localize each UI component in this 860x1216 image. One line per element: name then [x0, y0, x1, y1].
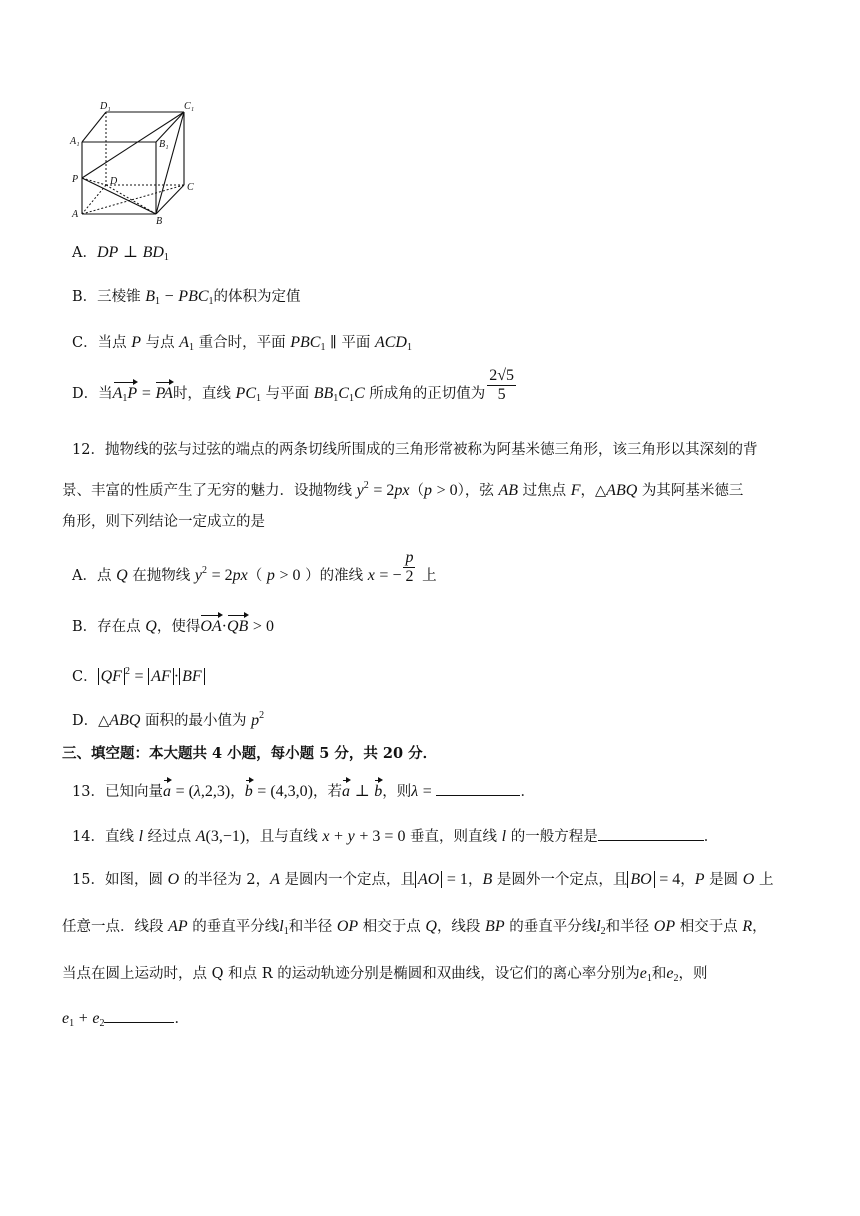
- q15-line1: 15．如图，圆 O 的半径为 2，A 是圆内一个定点，且 AO = 1，B 是圆外一个定点，且 BO = 4，P 是圆 O 上: [72, 871, 774, 888]
- section-heading: 三、填空题：本大题共 4 小题，每小题 5 分，共 20 分．: [62, 745, 438, 762]
- label-D: D: [110, 176, 118, 187]
- q13: 13．已知向量a = (λ,2,3)，b = (4,3,0)，若a ⊥ b，则λ = ．: [72, 783, 535, 800]
- label-D1: D₁: [100, 101, 111, 112]
- q12-option-d: D．△ABQ 面积的最小值为 $p^2$: [72, 710, 265, 729]
- q11-option-b: B．三棱锥 $B_1 - PBC_1$的体积为定值: [72, 288, 301, 307]
- q12-stem-line2: 景、丰富的性质产生了无穷的魅力．设抛物线 $y^2 = 2px(p > 0)$，弦 AB 过焦点 F，△ABQ 为其阿基米德三: [62, 480, 744, 499]
- q11-option-a: A．DP ⊥ $BD_1$: [72, 244, 169, 263]
- label-A: A: [72, 209, 79, 220]
- cube-figure: [66, 100, 196, 225]
- label-B: B: [156, 216, 163, 225]
- q11-option-c: C．当点 P 与点 $A_1$ 重合时，平面 $PBC_1$ ∥ 平面 $ACD_1$: [72, 334, 412, 353]
- q12-option-a: A．点 Q 在抛物线 $y^2 = 2px$（ p > 0 ）的准线 x = − $\frac{p}{2}$ 上: [72, 548, 437, 585]
- q15-line2: 任意一点．线段 AP 的垂直平分线$l_1$和半径 OP 相交于点 Q，线段 BP 的垂直平分线$l_2$和半径 OP 相交于点 R，: [62, 918, 767, 937]
- q14: 14．直线 l 经过点 A(3,−1)，且与直线 x + y + 3 = 0 垂直，则直线 l 的一般方程是 ．: [72, 828, 719, 845]
- q13-answer-blank[interactable]: [436, 781, 520, 796]
- q11-option-d: D．当$A_1P$ = PA时，直线 $PC_1$ 与平面 $BB_1C_1C$ 所成角的正切值为 $\frac{2√5}{5}$: [72, 384, 518, 409]
- q14-answer-blank[interactable]: [598, 826, 704, 841]
- q12-stem-line3: 角形，则下列结论一定成立的是: [62, 514, 265, 530]
- q15-answer-blank[interactable]: [104, 1008, 174, 1023]
- label-C: C: [187, 182, 194, 193]
- label-A1: A₁: [70, 136, 80, 147]
- q15-line3: 当点在圆上运动时，点 Q 和点 R 的运动轨迹分别是椭圆和双曲线，设它们的离心率分别为$e_1$和$e_2$，则: [62, 965, 708, 984]
- label-C1: C₁: [184, 101, 195, 112]
- label-B1: B₁: [159, 139, 169, 150]
- label-P: P: [72, 174, 79, 185]
- q12-option-c: C． QF $^2$ = AF · BF: [72, 662, 205, 687]
- q12-option-b: B．存在点 Q，使得OA·QB > 0: [72, 618, 274, 635]
- q12-stem-line1: 12．抛物线的弦与过弦的端点的两条切线所围成的三角形常被称为阿基米德三角形，该三角形以其深刻的背: [72, 442, 758, 458]
- q15-line4: $e_1 + e_2$ ．: [62, 1010, 189, 1029]
